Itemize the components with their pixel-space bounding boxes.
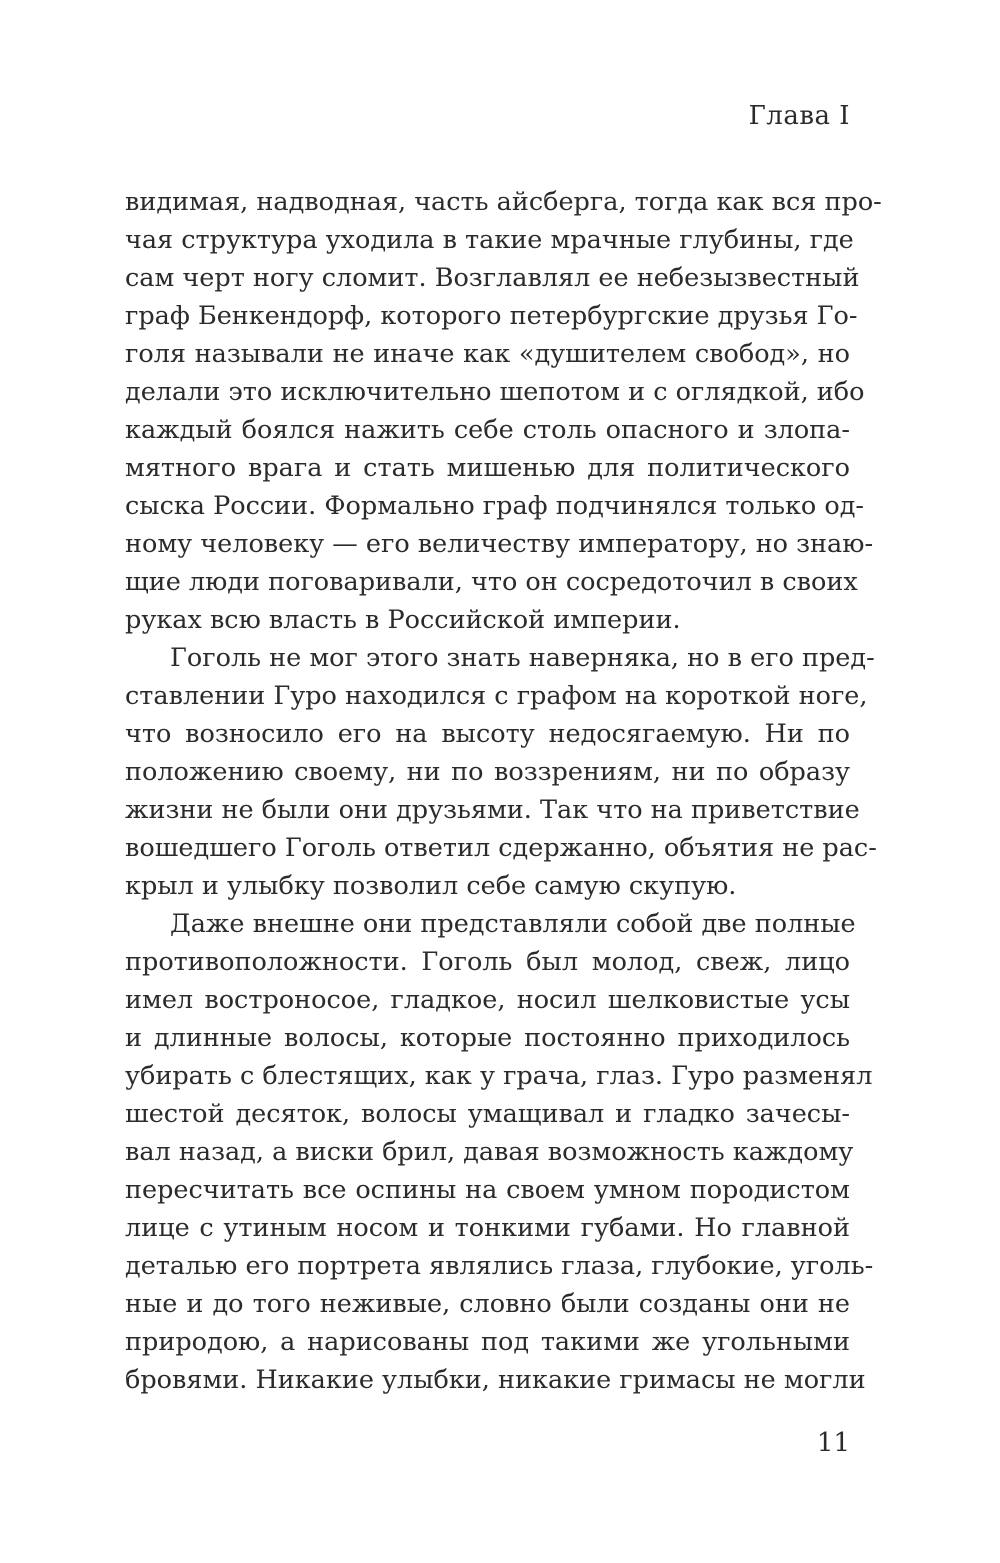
text-line: шестой десяток, волосы умащивал и гладко зачесы- [125,1099,850,1129]
text-line: противоположности. Гоголь был молод, свеж, лицо [125,947,850,977]
text-line: руках всю власть в Российской империи. [125,605,681,635]
text-line: Гоголь не мог этого знать наверняка, но в его пред- [170,643,875,673]
text-line: делали это исключительно шепотом и с оглядкой, ибо [125,377,865,407]
text-line: бровями. Никакие улыбки, никакие гримасы не могли [125,1365,866,1395]
text-line: граф Бенкендорф, которого петербургские друзья Го- [125,301,858,331]
page-number: 11 [816,1428,850,1458]
text-line: ные и до того неживые, словно были созданы они не [125,1289,850,1319]
text-line: сам черт ногу сломит. Возглавлял ее небезызвестный [125,263,860,293]
text-line: голя называли не иначе как «душителем свобод», но [125,339,850,369]
text-line: ставлении Гуро находился с графом на короткой ноге, [125,681,868,711]
running-head: Глава I [748,101,850,131]
text-line: мятного врага и стать мишенью для политического [125,453,850,483]
text-line: имел востроносое, гладкое, носил шелковистые усы [125,985,850,1015]
text-line: Даже внешне они представляли собой две полные [170,909,856,939]
text-line: и длинные волосы, которые постоянно приходилось [125,1023,850,1053]
text-line: сыска России. Формально граф подчинялся только од- [125,491,865,521]
text-line: природою, а нарисованы под такими же угольными [125,1327,850,1357]
text-line: ному человеку — его величеству императору, но знаю- [125,529,874,559]
text-line: вошедшего Гоголь ответил сдержанно, объятия не рас- [125,833,877,863]
text-line: лице с утиным носом и тонкими губами. Но главной [125,1213,850,1243]
text-line: убирать с блестящих, как у грача, глаз. Гуро разменял [125,1061,873,1091]
text-line: жизни не были они друзьями. Так что на приветствие [125,795,860,825]
body-text [125,183,882,1399]
text-line: крыл и улыбку позволил себе самую скупую. [125,871,737,901]
text-line: что возносило его на высоту недосягаемую. Ни по [125,719,850,749]
text-line: деталью его портрета являлись глаза, глубокие, уголь- [125,1251,874,1281]
text-line: чая структура уходила в такие мрачные глубины, где [125,225,854,255]
text-line: каждый боялся нажить себе столь опасного и злопа- [125,415,850,445]
text-line: видимая, надводная, часть айсберга, тогда как вся про- [125,187,882,217]
text-line: положению своему, ни по воззрениям, ни по образу [125,757,850,787]
text-line: вал назад, а виски брил, давая возможность каждому [125,1137,854,1167]
text-line: пересчитать все оспины на своем умном породистом [125,1175,850,1205]
text-line: щие люди поговаривали, что он сосредоточил в своих [125,567,858,597]
